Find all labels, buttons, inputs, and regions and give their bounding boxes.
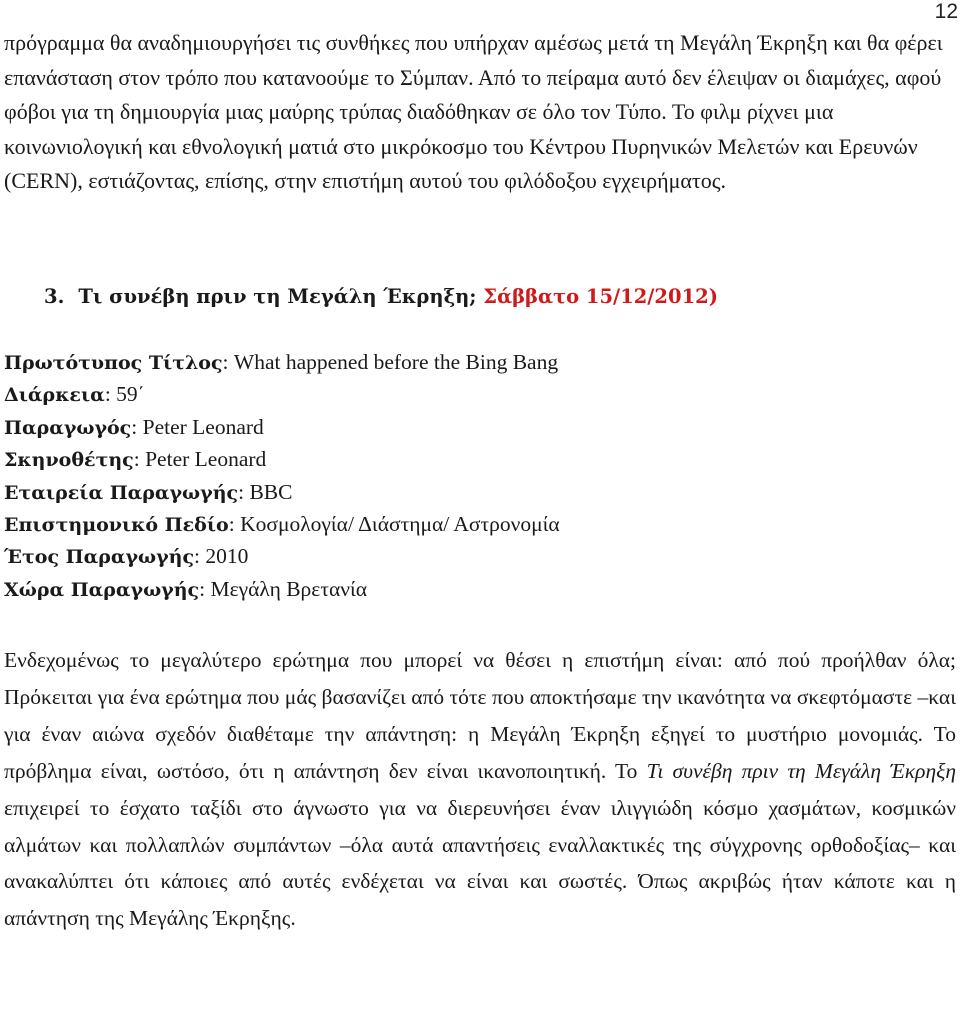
film-info-row xyxy=(4,443,560,475)
info-value: 2010 xyxy=(205,544,249,569)
info-value: Peter Leonard xyxy=(142,414,264,439)
film-info-row xyxy=(4,476,560,508)
info-label: Χώρα Παραγωγής xyxy=(4,578,200,601)
info-value: What happened before the Bing Bang xyxy=(233,350,559,374)
info-value: Μεγάλη Βρετανία xyxy=(210,576,367,601)
film-info-list xyxy=(4,346,560,605)
film-title-italic: Τι συνέβη πριν τη Μεγάλη Έκρηξη xyxy=(646,758,956,783)
info-colon: : xyxy=(194,544,200,569)
info-label: Παραγωγός xyxy=(4,416,132,439)
info-colon: : xyxy=(133,447,140,472)
film-info-row xyxy=(4,508,560,540)
intro-paragraph: πρόγραμμα θα αναδημιουργήσει τις συνθήκες που υπήρχαν αμέσως μετά τη Μεγάλη Έκρηξη και θα φέρει επανάσταση στον τρόπο που κατανοούμε το Σύμπαν. Από το πείραμα αυτό δεν έλειψαν οι διαμάχες, αφού φόβοι για τη δημιουργία μιας μαύρης τρύπας διαδόθηκαν σε όλο τον Τύπο. Το φιλμ ρίχνει μια κοινωνιολογική και εθνολογική ματιά στο μικρόκοσμο του Κέντρου Πυρηνικών Μελετών και Ερευνών (CERN), εστιάζοντας, επίσης, στην επιστήμη αυτού του φιλόδοξου εγχειρήματος. xyxy=(4,30,943,193)
page-number: 12 xyxy=(934,0,958,23)
info-value: Κοσμολογία/ Διάστημα/ Αστρονομία xyxy=(240,511,560,536)
info-colon: : xyxy=(104,382,111,407)
section-title: Τι συνέβη πριν τη Μεγάλη Έκρηξη; xyxy=(78,285,477,308)
info-colon: : xyxy=(228,511,235,536)
section-number: 3. xyxy=(44,285,65,308)
body-text-part1: Ενδεχομένως το μεγαλύτερο ερώτημα που μπορεί να θέσει η επιστήμη είναι: από πού προήλθαν όλα; Πρόκειται για ένα ερώτημα που μάς βασανίζει από τότε που αποκτήσαμε την ικανότητα να σκεφτόμαστε –και για έναν αιώνα σχεδόν διαθέταμε την απάντηση: η Μεγάλη Έκρηξη εξηγεί το μυστήριο μονομιάς. Το πρόβλημα είναι, ωστόσο, ότι η απάντηση δεν είναι ικανοποιητική. Το xyxy=(4,648,956,783)
body-paragraph xyxy=(4,642,956,937)
info-label: Εταιρεία Παραγωγής xyxy=(4,481,239,504)
info-colon: : xyxy=(199,576,206,601)
info-label: Διάρκεια xyxy=(4,384,105,407)
info-value: 59΄ xyxy=(116,382,145,407)
info-value: BBC xyxy=(249,479,293,504)
info-label: Σκηνοθέτης xyxy=(4,449,134,472)
film-info-row xyxy=(4,378,560,410)
info-label: Πρωτότυπος Τίτλος xyxy=(4,352,223,374)
film-info-row xyxy=(4,573,560,605)
body-text-part2: επιχειρεί το έσχατο ταξίδι στο άγνωστο για να διερευνήσει έναν ιλιγγιώδη κόσμο χασμάτων, κοσμικών αλμάτων και πολλαπλών συμπάντων –όλα αυτά απαντήσεις εναλλακτικές της σύγχρονης ορθοδοξίας– και ανακαλύπτει ότι κάποιες από αυτές ενδέχεται να είναι και σωστές. Όπως ακριβώς ήταν κάποτε και η απάντηση της Μεγάλης Έκρηξης. xyxy=(4,795,956,931)
film-info-row xyxy=(4,411,560,443)
info-value: Peter Leonard xyxy=(145,447,267,472)
section-heading xyxy=(44,284,718,310)
info-colon: : xyxy=(238,479,245,504)
info-label: Επιστημονικό Πεδίο xyxy=(4,513,229,536)
info-colon: : xyxy=(131,414,138,439)
info-colon: : xyxy=(222,350,229,374)
film-info-row xyxy=(4,346,560,378)
film-info-row xyxy=(4,540,560,572)
section-date: Σάββατο 15/12/2012) xyxy=(483,285,718,308)
info-label: Έτος Παραγωγής xyxy=(4,546,195,569)
